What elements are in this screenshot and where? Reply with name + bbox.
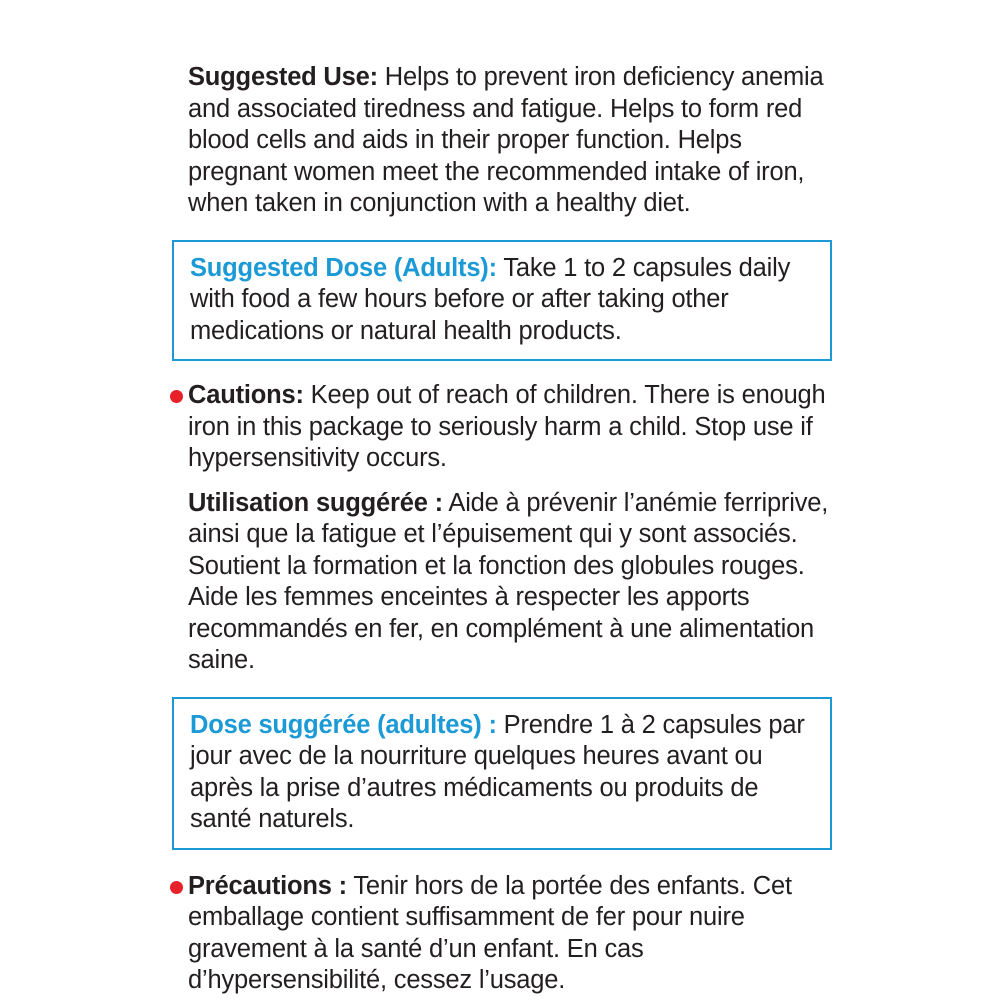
label-content: [170, 62, 842, 997]
precautions-section: [170, 871, 842, 997]
cautions-body: Keep out of reach of children. There is enough iron in this package to seriously harm a child. Stop use if hypersensitivity occurs.: [188, 381, 826, 472]
bullet-icon: [170, 390, 183, 403]
suggested-dose-body: Take 1 to 2 capsules daily with food a few hours before or after taking other medications or natural health products.: [190, 253, 791, 345]
bullet-icon: [170, 881, 183, 894]
dose-suggeree-heading: Dose suggérée (adultes) :: [190, 710, 497, 739]
cautions-section: [170, 380, 842, 475]
precautions-heading: Précautions :: [188, 871, 347, 900]
suggested-use-section: [170, 62, 842, 220]
suggested-dose-heading: Suggested Dose (Adults):: [190, 253, 497, 282]
suggested-dose-box: [172, 240, 832, 362]
suggested-use-heading: Suggested Use:: [188, 63, 378, 91]
dose-suggeree-box: [172, 697, 832, 850]
precautions-body: Tenir hors de la portée des enfants. Cet emballage contient suffisamment de fer pour nuire gravement à la santé d’un enfant. En cas d’hypersensibilité, cessez l’usage.: [188, 871, 792, 994]
cautions-heading: Cautions:: [188, 381, 304, 409]
utilisation-suggeree-body: Aide à prévenir l’anémie ferriprive, ainsi que la fatigue et l’épuisement qui y sont associés. Soutient la formation et la fonction des globules rouges. Aide les femmes enceintes à respecter les apports recommandés en fer, en complément à une alimentation saine.: [188, 488, 829, 674]
utilisation-suggeree-section: [170, 488, 842, 677]
utilisation-suggeree-heading: Utilisation suggérée :: [188, 488, 443, 517]
dose-suggeree-body: Prendre 1 à 2 capsules par jour avec de la nourriture quelques heures avant ou après la prise d’autres médicaments ou produits de santé naturels.: [190, 710, 805, 833]
suggested-use-body: Helps to prevent iron deficiency anemia and associated tiredness and fatigue. Helps to form red blood cells and aids in their proper function. Helps pregnant women meet the recommended intake of iron, when taken in conjunction with a healthy diet.: [188, 63, 824, 217]
